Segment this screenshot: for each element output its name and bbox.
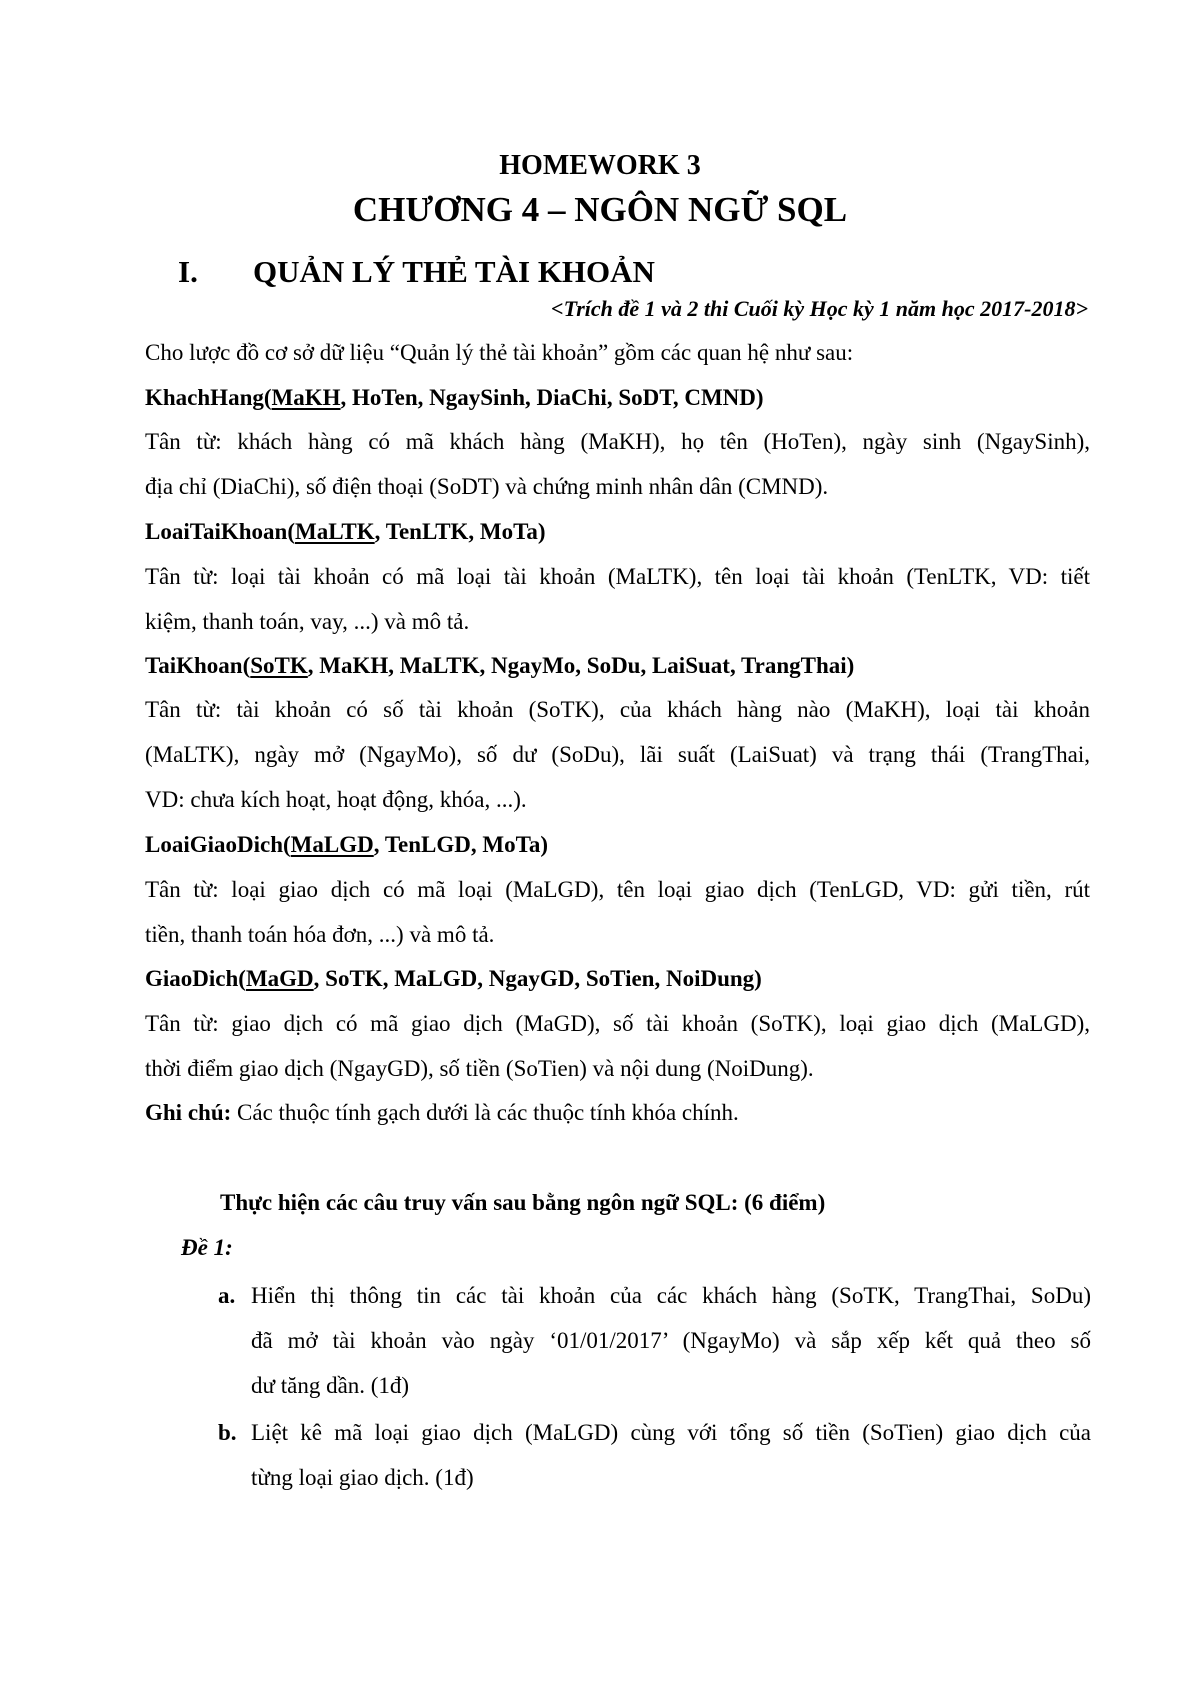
note-label: Ghi chú: [145, 1100, 232, 1125]
relation-attributes: , TenLGD, MoTa) [373, 832, 548, 857]
question-text: Hiển thị thông tin các tài khoản của các khách hàng (SoTK, TrangThai, SoDu) [251, 1283, 1091, 1308]
relation-schema [145, 832, 548, 858]
relation-description: Tân từ: loại giao dịch có mã loại (MaLGD), tên loại giao dịch (TenLGD, VD: gửi tiền, rút [145, 877, 1090, 902]
relation-attributes: , HoTen, NgaySinh, DiaChi, SoDT, CMND) [340, 385, 764, 410]
section-number: I. [178, 254, 198, 289]
question-text: Liệt kê mã loại giao dịch (MaLGD) cùng với tổng số tiền (SoTien) giao dịch của [251, 1420, 1091, 1445]
relation-description: Tân từ: loại tài khoản có mã loại tài khoản (MaLTK), tên loại tài khoản (TenLTK, VD: tiết [145, 564, 1090, 589]
relation-description: Tân từ: khách hàng có mã khách hàng (MaKH), họ tên (HoTen), ngày sinh (NgaySinh), [145, 429, 1090, 454]
question-label: b. [218, 1420, 237, 1445]
relation-description: địa chỉ (DiaChi), số điện thoại (SoDT) và chứng minh nhân dân (CMND). [145, 474, 829, 499]
relation-attributes: , SoTK, MaLGD, NgayGD, SoTien, NoiDung) [313, 966, 762, 991]
question-text: đã mở tài khoản vào ngày ‘01/01/2017’ (NgayMo) và sắp xếp kết quả theo số [251, 1328, 1091, 1353]
intro-text: Cho lược đồ cơ sở dữ liệu “Quản lý thẻ tài khoản” gồm các quan hệ như sau: [145, 340, 854, 365]
relation-name: LoaiTaiKhoan( [145, 519, 295, 544]
source-note: <Trích đề 1 và 2 thi Cuối kỳ Học kỳ 1 năm học 2017-2018> [551, 296, 1088, 321]
question-text: dư tăng dần. (1đ) [251, 1373, 410, 1398]
relation-description: tiền, thanh toán hóa đơn, ...) và mô tả. [145, 922, 495, 947]
relation-name: GiaoDich( [145, 966, 246, 991]
relation-description: kiệm, thanh toán, vay, ...) và mô tả. [145, 609, 470, 634]
task-heading: Thực hiện các câu truy vấn sau bằng ngôn ngữ SQL: (6 điểm) [220, 1190, 826, 1215]
primary-key: MaGD [245, 966, 314, 991]
homework-title: HOMEWORK 3 [499, 150, 701, 181]
relation-name: KhachHang( [145, 385, 272, 410]
chapter-title: CHƯƠNG 4 – NGÔN NGỮ SQL [352, 190, 848, 229]
relation-schema [145, 519, 546, 545]
relation-attributes: , MaKH, MaLTK, NgayMo, SoDu, LaiSuat, TrangThai) [307, 653, 855, 678]
primary-key: MaLGD [290, 832, 374, 857]
primary-key: MaLTK [294, 519, 375, 544]
note-text: Các thuộc tính gạch dưới là các thuộc tính khóa chính. [231, 1100, 739, 1125]
relation-name: LoaiGiaoDich( [145, 832, 291, 857]
question-text: từng loại giao dịch. (1đ) [251, 1465, 474, 1490]
primary-key: MaKH [271, 385, 341, 410]
relation-description: Tân từ: giao dịch có mã giao dịch (MaGD), số tài khoản (SoTK), loại giao dịch (MaLGD), [145, 1011, 1090, 1036]
section-title: QUẢN LÝ THẺ TÀI KHOẢN [253, 254, 655, 289]
relation-schema [145, 653, 854, 679]
primary-key: SoTK [250, 653, 308, 678]
relation-schema [145, 966, 762, 992]
relation-description: Tân từ: tài khoản có số tài khoản (SoTK), của khách hàng nào (MaKH), loại tài khoản [145, 697, 1090, 722]
exam-label: Đề 1: [181, 1235, 233, 1260]
relation-description: VD: chưa kích hoạt, hoạt động, khóa, ...). [145, 787, 527, 812]
relation-name: TaiKhoan( [145, 653, 251, 678]
relation-description: (MaLTK), ngày mở (NgayMo), số dư (SoDu), lãi suất (LaiSuat) và trạng thái (TrangThai, [145, 742, 1090, 767]
note [145, 1100, 739, 1126]
relation-attributes: , TenLTK, MoTa) [374, 519, 546, 544]
relation-schema [145, 385, 764, 411]
question-label: a. [218, 1283, 236, 1308]
relation-description: thời điểm giao dịch (NgayGD), số tiền (SoTien) và nội dung (NoiDung). [145, 1056, 814, 1081]
